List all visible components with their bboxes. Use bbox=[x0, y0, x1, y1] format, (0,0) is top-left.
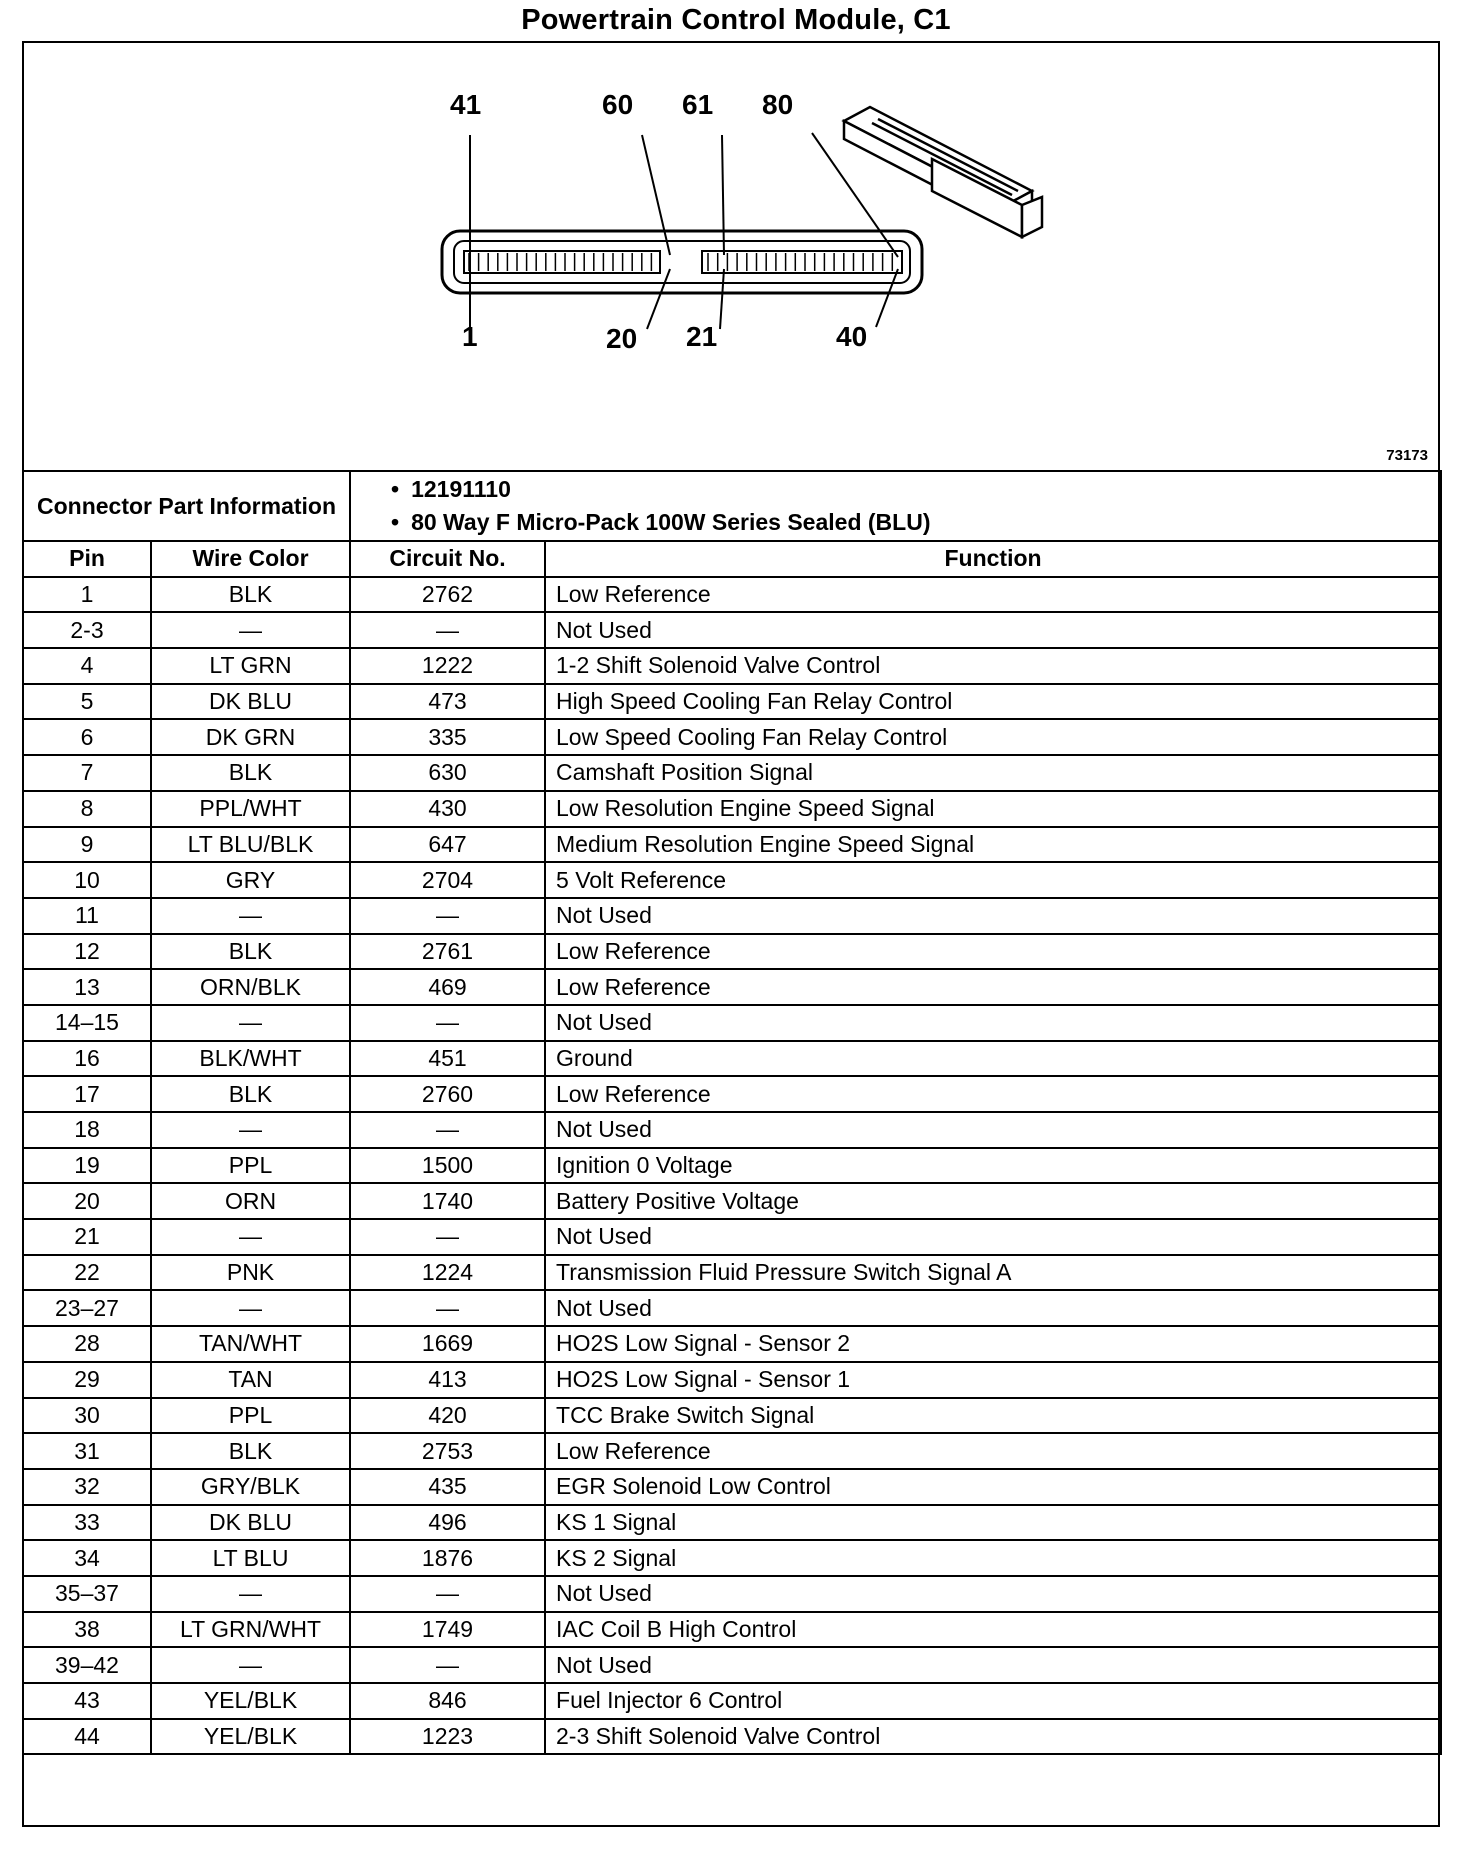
table-row bbox=[23, 1148, 1441, 1184]
circuit-cell: — bbox=[350, 1576, 545, 1612]
table-row bbox=[23, 719, 1441, 755]
connector-info-list bbox=[350, 471, 1441, 541]
function-cell: 1-2 Shift Solenoid Valve Control bbox=[545, 648, 1441, 684]
function-cell: Low Resolution Engine Speed Signal bbox=[545, 791, 1441, 827]
wire-color-cell: YEL/BLK bbox=[151, 1683, 350, 1719]
pin-cell: 5 bbox=[23, 684, 151, 720]
circuit-cell: 846 bbox=[350, 1683, 545, 1719]
wire-color-cell: LT BLU/BLK bbox=[151, 827, 350, 863]
table-row bbox=[23, 1112, 1441, 1148]
pin-cell: 32 bbox=[23, 1469, 151, 1505]
pin-cell: 30 bbox=[23, 1398, 151, 1434]
pin-cell: 6 bbox=[23, 719, 151, 755]
table-row bbox=[23, 577, 1441, 613]
connector-info-row bbox=[23, 471, 1441, 541]
wire-color-cell: BLK/WHT bbox=[151, 1041, 350, 1077]
function-cell: Low Reference bbox=[545, 969, 1441, 1005]
circuit-cell: 1223 bbox=[350, 1719, 545, 1755]
circuit-cell: 451 bbox=[350, 1041, 545, 1077]
pin-label-61: 61 bbox=[682, 89, 714, 120]
table-row bbox=[23, 1290, 1441, 1326]
pin-label-1: 1 bbox=[462, 321, 478, 352]
table-row bbox=[23, 934, 1441, 970]
circuit-cell: 2753 bbox=[350, 1433, 545, 1469]
circuit-cell: 2761 bbox=[350, 934, 545, 970]
wire-color-cell: PNK bbox=[151, 1255, 350, 1291]
circuit-cell: 630 bbox=[350, 755, 545, 791]
circuit-cell: 335 bbox=[350, 719, 545, 755]
pin-cell: 13 bbox=[23, 969, 151, 1005]
function-cell: Not Used bbox=[545, 1112, 1441, 1148]
wire-color-cell: YEL/BLK bbox=[151, 1719, 350, 1755]
pin-cell: 14–15 bbox=[23, 1005, 151, 1041]
wire-color-cell: — bbox=[151, 1290, 350, 1326]
pin-label-41: 41 bbox=[450, 89, 482, 120]
function-cell: Not Used bbox=[545, 1290, 1441, 1326]
wire-color-cell: BLK bbox=[151, 1076, 350, 1112]
circuit-cell: — bbox=[350, 1112, 545, 1148]
function-cell: Fuel Injector 6 Control bbox=[545, 1683, 1441, 1719]
wire-color-cell: LT BLU bbox=[151, 1540, 350, 1576]
wire-color-cell: — bbox=[151, 1576, 350, 1612]
connector-diagram bbox=[22, 41, 1440, 472]
wire-color-cell: DK BLU bbox=[151, 684, 350, 720]
circuit-cell: 1500 bbox=[350, 1148, 545, 1184]
col-circuit-header: Circuit No. bbox=[350, 541, 545, 577]
pin-cell: 43 bbox=[23, 1683, 151, 1719]
function-cell: IAC Coil B High Control bbox=[545, 1612, 1441, 1648]
table-header-row bbox=[23, 541, 1441, 577]
connector-info-label: Connector Part Information bbox=[23, 471, 350, 541]
pin-cell: 2-3 bbox=[23, 612, 151, 648]
pin-cell: 35–37 bbox=[23, 1576, 151, 1612]
wire-color-cell: DK BLU bbox=[151, 1505, 350, 1541]
wire-color-cell: — bbox=[151, 612, 350, 648]
pinout-table bbox=[22, 470, 1442, 1755]
table-row bbox=[23, 827, 1441, 863]
circuit-cell: 647 bbox=[350, 827, 545, 863]
wire-color-cell: BLK bbox=[151, 577, 350, 613]
pin-cell: 38 bbox=[23, 1612, 151, 1648]
table-row bbox=[23, 1005, 1441, 1041]
pin-cell: 29 bbox=[23, 1362, 151, 1398]
table-row bbox=[23, 1647, 1441, 1683]
wire-color-cell: — bbox=[151, 1112, 350, 1148]
pin-label-80: 80 bbox=[762, 89, 794, 120]
wire-color-cell: PPL bbox=[151, 1398, 350, 1434]
wire-color-cell: LT GRN bbox=[151, 648, 350, 684]
circuit-cell: — bbox=[350, 612, 545, 648]
function-cell: Not Used bbox=[545, 1219, 1441, 1255]
function-cell: Low Reference bbox=[545, 577, 1441, 613]
pin-cell: 44 bbox=[23, 1719, 151, 1755]
function-cell: Not Used bbox=[545, 898, 1441, 934]
figure-number: 73173 bbox=[1386, 447, 1428, 464]
circuit-cell: 413 bbox=[350, 1362, 545, 1398]
circuit-cell: 1224 bbox=[350, 1255, 545, 1291]
wire-color-cell: PPL/WHT bbox=[151, 791, 350, 827]
pin-cell: 33 bbox=[23, 1505, 151, 1541]
pin-cell: 23–27 bbox=[23, 1290, 151, 1326]
circuit-cell: — bbox=[350, 1647, 545, 1683]
circuit-cell: — bbox=[350, 898, 545, 934]
wire-color-cell: BLK bbox=[151, 934, 350, 970]
wire-color-cell: — bbox=[151, 898, 350, 934]
circuit-cell: 473 bbox=[350, 684, 545, 720]
circuit-cell: — bbox=[350, 1219, 545, 1255]
circuit-cell: 1749 bbox=[350, 1612, 545, 1648]
table-row bbox=[23, 755, 1441, 791]
pin-label-40: 40 bbox=[836, 321, 868, 352]
wire-color-cell: PPL bbox=[151, 1148, 350, 1184]
pin-cell: 39–42 bbox=[23, 1647, 151, 1683]
function-cell: 5 Volt Reference bbox=[545, 862, 1441, 898]
pin-cell: 1 bbox=[23, 577, 151, 613]
circuit-cell: 469 bbox=[350, 969, 545, 1005]
table-row bbox=[23, 898, 1441, 934]
table-row bbox=[23, 648, 1441, 684]
circuit-cell: 2704 bbox=[350, 862, 545, 898]
pin-label-60: 60 bbox=[602, 89, 634, 120]
wire-color-cell: ORN/BLK bbox=[151, 969, 350, 1005]
table-row bbox=[23, 969, 1441, 1005]
table-row bbox=[23, 1255, 1441, 1291]
wire-color-cell: LT GRN/WHT bbox=[151, 1612, 350, 1648]
function-cell: Low Reference bbox=[545, 934, 1441, 970]
function-cell: Ground bbox=[545, 1041, 1441, 1077]
table-row bbox=[23, 1612, 1441, 1648]
function-cell: Not Used bbox=[545, 612, 1441, 648]
pin-cell: 7 bbox=[23, 755, 151, 791]
pin-label-21: 21 bbox=[686, 321, 718, 352]
wire-color-cell: — bbox=[151, 1219, 350, 1255]
wire-color-cell: BLK bbox=[151, 1433, 350, 1469]
pin-cell: 22 bbox=[23, 1255, 151, 1291]
connector-part-number: • 12191110 bbox=[391, 473, 1440, 506]
table-row bbox=[23, 1433, 1441, 1469]
pin-cell: 21 bbox=[23, 1219, 151, 1255]
table-row bbox=[23, 1076, 1441, 1112]
circuit-cell: 2762 bbox=[350, 577, 545, 613]
pin-cell: 20 bbox=[23, 1183, 151, 1219]
connector-description: • 80 Way F Micro-Pack 100W Series Sealed (BLU) bbox=[391, 506, 1440, 539]
pin-cell: 34 bbox=[23, 1540, 151, 1576]
function-cell: KS 1 Signal bbox=[545, 1505, 1441, 1541]
pin-cell: 10 bbox=[23, 862, 151, 898]
table-row bbox=[23, 1041, 1441, 1077]
pin-cell: 11 bbox=[23, 898, 151, 934]
table-row bbox=[23, 1326, 1441, 1362]
wire-color-cell: TAN bbox=[151, 1362, 350, 1398]
function-cell: Not Used bbox=[545, 1005, 1441, 1041]
page-title: Powertrain Control Module, C1 bbox=[521, 4, 951, 36]
circuit-cell: — bbox=[350, 1005, 545, 1041]
function-cell: EGR Solenoid Low Control bbox=[545, 1469, 1441, 1505]
wire-color-cell: BLK bbox=[151, 755, 350, 791]
table-row bbox=[23, 1398, 1441, 1434]
circuit-cell: 1669 bbox=[350, 1326, 545, 1362]
pin-cell: 19 bbox=[23, 1148, 151, 1184]
circuit-cell: 1222 bbox=[350, 648, 545, 684]
table-row bbox=[23, 1469, 1441, 1505]
function-cell: HO2S Low Signal - Sensor 2 bbox=[545, 1326, 1441, 1362]
connector-perspective bbox=[844, 107, 1042, 237]
function-cell: Not Used bbox=[545, 1576, 1441, 1612]
pin-cell: 17 bbox=[23, 1076, 151, 1112]
circuit-cell: 420 bbox=[350, 1398, 545, 1434]
function-cell: Transmission Fluid Pressure Switch Signal A bbox=[545, 1255, 1441, 1291]
table-row bbox=[23, 1540, 1441, 1576]
pin-cell: 4 bbox=[23, 648, 151, 684]
pin-cell: 9 bbox=[23, 827, 151, 863]
circuit-cell: 2760 bbox=[350, 1076, 545, 1112]
circuit-cell: 1876 bbox=[350, 1540, 545, 1576]
circuit-cell: 496 bbox=[350, 1505, 545, 1541]
circuit-cell: — bbox=[350, 1290, 545, 1326]
table-row bbox=[23, 684, 1441, 720]
table-row bbox=[23, 1719, 1441, 1755]
table-row bbox=[23, 1183, 1441, 1219]
pin-cell: 18 bbox=[23, 1112, 151, 1148]
wire-color-cell: — bbox=[151, 1647, 350, 1683]
function-cell: Medium Resolution Engine Speed Signal bbox=[545, 827, 1441, 863]
pin-label-20: 20 bbox=[606, 323, 638, 354]
function-cell: 2-3 Shift Solenoid Valve Control bbox=[545, 1719, 1441, 1755]
function-cell: Low Reference bbox=[545, 1433, 1441, 1469]
wire-color-cell: GRY/BLK bbox=[151, 1469, 350, 1505]
circuit-cell: 1740 bbox=[350, 1183, 545, 1219]
function-cell: Low Speed Cooling Fan Relay Control bbox=[545, 719, 1441, 755]
function-cell: Not Used bbox=[545, 1647, 1441, 1683]
table-row bbox=[23, 862, 1441, 898]
wire-color-cell: ORN bbox=[151, 1183, 350, 1219]
table-row bbox=[23, 612, 1441, 648]
pin-cell: 31 bbox=[23, 1433, 151, 1469]
table-row bbox=[23, 1576, 1441, 1612]
connector-illustration bbox=[22, 41, 1440, 472]
wire-color-cell: GRY bbox=[151, 862, 350, 898]
pin-cell: 8 bbox=[23, 791, 151, 827]
wire-color-cell: DK GRN bbox=[151, 719, 350, 755]
circuit-cell: 435 bbox=[350, 1469, 545, 1505]
function-cell: TCC Brake Switch Signal bbox=[545, 1398, 1441, 1434]
function-cell: High Speed Cooling Fan Relay Control bbox=[545, 684, 1441, 720]
table-row bbox=[23, 1505, 1441, 1541]
function-cell: Camshaft Position Signal bbox=[545, 755, 1441, 791]
col-function-header: Function bbox=[545, 541, 1441, 577]
pin-cell: 28 bbox=[23, 1326, 151, 1362]
pin-cell: 16 bbox=[23, 1041, 151, 1077]
circuit-cell: 430 bbox=[350, 791, 545, 827]
function-cell: HO2S Low Signal - Sensor 1 bbox=[545, 1362, 1441, 1398]
wire-color-cell: — bbox=[151, 1005, 350, 1041]
table-row bbox=[23, 1683, 1441, 1719]
table-row bbox=[23, 1362, 1441, 1398]
pin-cell: 12 bbox=[23, 934, 151, 970]
function-cell: Battery Positive Voltage bbox=[545, 1183, 1441, 1219]
function-cell: Ignition 0 Voltage bbox=[545, 1148, 1441, 1184]
function-cell: KS 2 Signal bbox=[545, 1540, 1441, 1576]
table-row bbox=[23, 1219, 1441, 1255]
wire-color-cell: TAN/WHT bbox=[151, 1326, 350, 1362]
col-pin-header: Pin bbox=[23, 541, 151, 577]
table-row bbox=[23, 791, 1441, 827]
col-wire-color-header: Wire Color bbox=[151, 541, 350, 577]
function-cell: Low Reference bbox=[545, 1076, 1441, 1112]
